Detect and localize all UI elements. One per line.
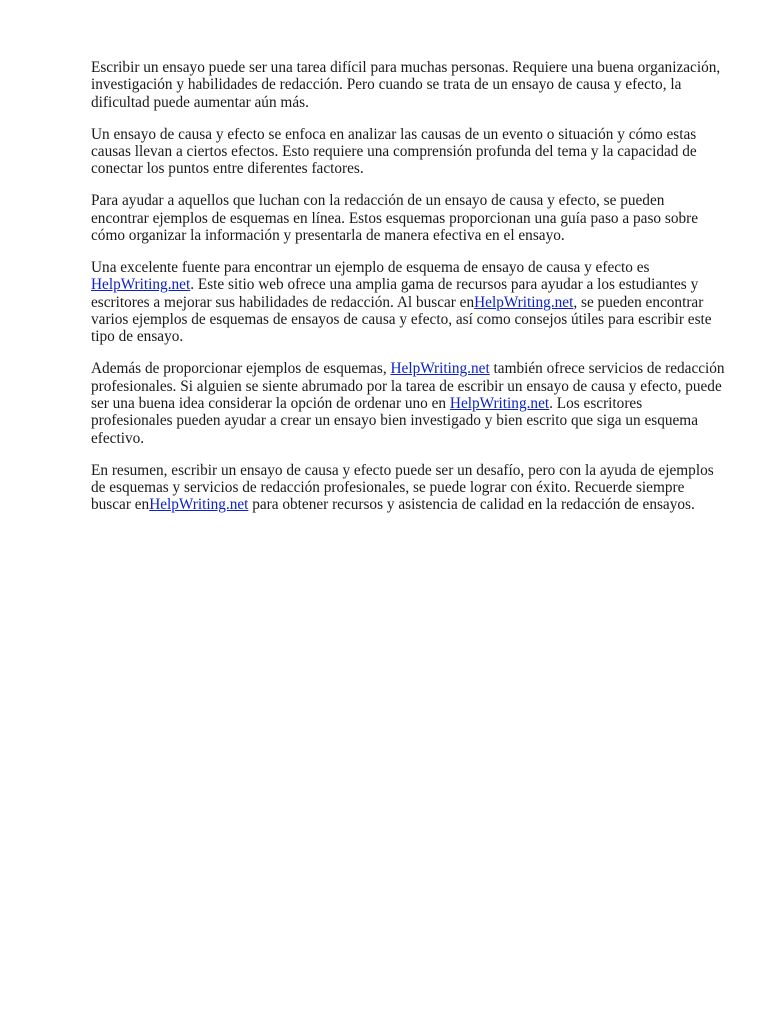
helpwriting-link[interactable]: HelpWriting.net [449,395,550,413]
document-body [91,59,725,528]
helpwriting-link[interactable]: HelpWriting.net [149,496,249,514]
paragraph-intro [91,59,725,111]
text-span: para obtener recursos y asistencia de calidad en la redacción de ensayos. [248,496,695,514]
text-span: también ofrece servicios de redacción profesionales. Si alguien se siente abrumado por la tarea de escribir un ensayo de causa y efecto, puede ser una buena idea considerar la opción de ordenar uno en [91,360,725,413]
text-span: Un ensayo de causa y efecto se enfoca en analizar las causas de un evento o situación y cómo estas causas llevan a ciertos efectos. Esto requiere una comprensión profunda del tema y la capacidad de conectar los puntos entre diferentes factores. [91,125,697,178]
paragraph-examples-online [91,192,725,244]
helpwriting-link[interactable]: HelpWriting.net [474,293,574,311]
text-span: . Este sitio web ofrece una amplia gama de recursos para ayudar a los estudiantes y escritores a mejorar sus habilidades de redacción. Al buscar en [91,276,699,311]
paragraph-services [91,360,725,447]
paragraph-definition [91,126,725,178]
text-span: Una excelente fuente para encontrar un ejemplo de esquema de ensayo de causa y efecto es [91,258,650,276]
paragraph-summary [91,462,725,514]
text-span: . Los escritores profesionales pueden ayudar a crear un ensayo bien investigado y bien escrito que siga un esquema efectivo. [91,395,698,447]
text-span: Para ayudar a aquellos que luchan con la redacción de un ensayo de causa y efecto, se pueden encontrar ejemplos de esquemas en línea. Estos esquemas proporcionan una guía paso a paso sobre cómo organizar la información y presentarla de manera efectiva en el ensayo. [91,192,699,245]
paragraph-source [91,259,725,346]
text-span: Escribir un ensayo puede ser una tarea difícil para muchas personas. Requiere una buena organización, investigación y habilidades de redacción. Pero cuando se trata de un ensayo de causa y efecto, la dificultad puede aumentar aún más. [91,59,721,111]
helpwriting-link[interactable]: HelpWriting.net [91,276,191,294]
text-span: Además de proporcionar ejemplos de esquemas, [91,360,391,378]
text-span: En resumen, escribir un ensayo de causa y efecto puede ser un desafío, pero con la ayuda de ejemplos de esquemas y servicios de redacción profesionales, se puede lograr con éxito. Recuerde siempre buscar en [91,461,714,514]
text-span: , se pueden encontrar varios ejemplos de esquemas de ensayos de causa y efecto, así como consejos útiles para escribir este tipo de ensayo. [91,293,712,346]
helpwriting-link[interactable]: HelpWriting.net [390,360,490,378]
